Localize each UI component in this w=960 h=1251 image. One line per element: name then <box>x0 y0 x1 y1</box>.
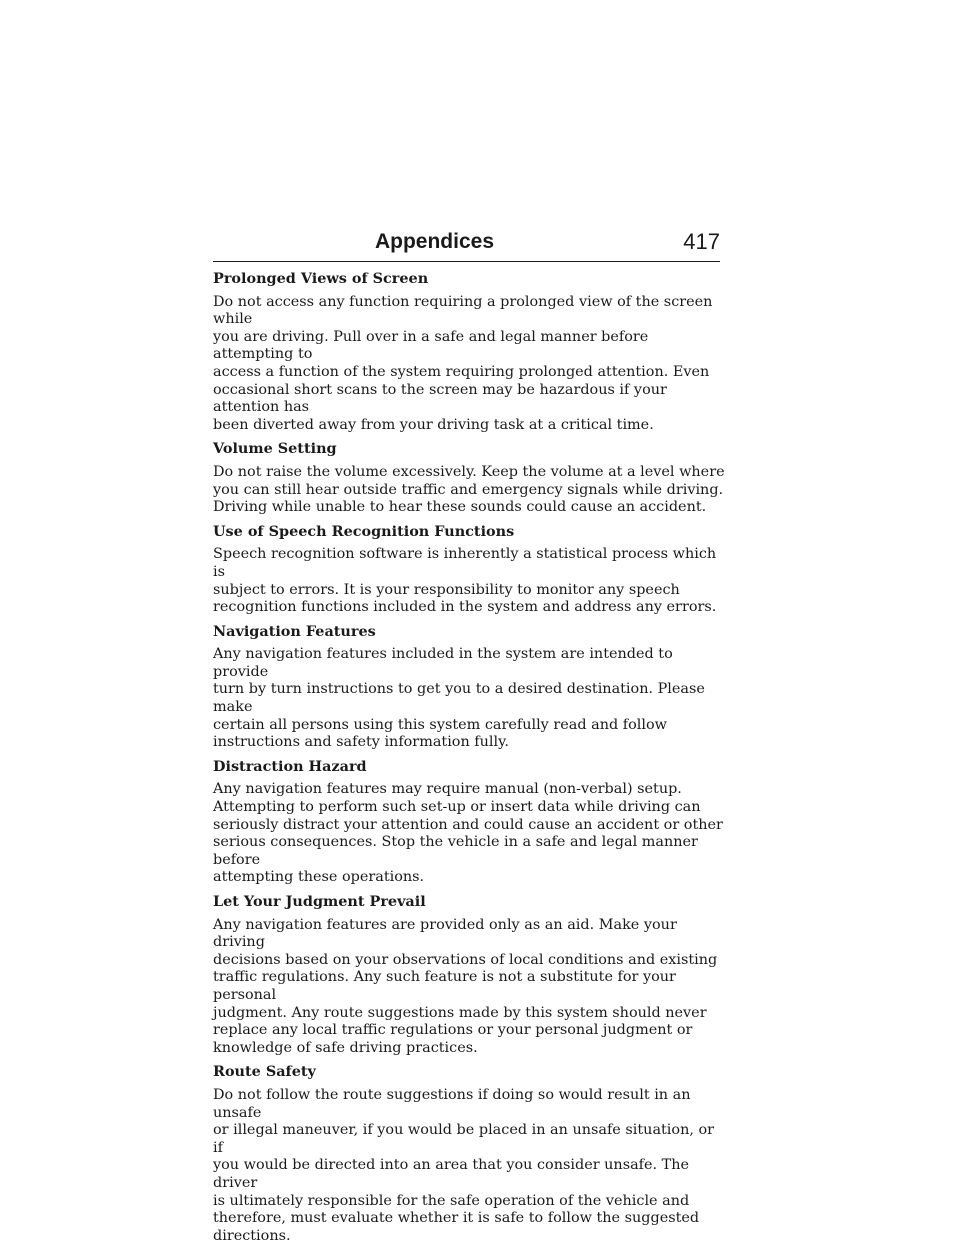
section-heading: Navigation Features <box>213 622 376 640</box>
section-body: Speech recognition software is inherently a statistical process which is subject to errors. It is your responsibility to monitor any speech recognition functions included in the system and address any errors. <box>213 546 717 616</box>
section-distraction-hazard <box>213 758 725 887</box>
section-heading: Use of Speech Recognition Functions <box>213 522 515 540</box>
section-title: Appendices <box>374 230 495 253</box>
section-heading: Distraction Hazard <box>213 757 367 775</box>
section-body: Any navigation features included in the system are intended to provide turn by turn instructions to get you to a desired destination. Please make certain all persons using this system carefully read and follow instructions and safety information fully. <box>213 646 705 751</box>
section-judgment-prevail <box>213 893 725 1057</box>
page-header <box>213 226 720 262</box>
section-volume-setting <box>213 440 725 516</box>
section-route-safety <box>213 1063 725 1245</box>
section-speech-recognition <box>213 523 725 617</box>
section-navigation-features <box>213 623 725 752</box>
section-body: Any navigation features are provided only as an aid. Make your driving decisions based on your observations of local conditions and existing traffic regulations. Any such feature is not a substitute for your personal judgment. Any route suggestions made by this system should never replace any local traffic regulations or your personal judgment or knowledge of safe driving practices. <box>213 916 718 1056</box>
section-heading: Let Your Judgment Prevail <box>213 893 426 910</box>
section-body: Do not access any function requiring a prolonged view of the screen while you are driving. Pull over in a safe and legal manner before attempting to access a function of the system requiring prolonged attention. Even occasional short scans to the screen may be hazardous if your attention has been diverted away from your driving task at a critical time. <box>213 293 713 433</box>
section-body: Do not follow the route suggestions if doing so would result in an unsafe or illegal maneuver, if you would be placed in an unsafe situation, or if you would be directed into an area that you consider unsafe. The driver is ultimately responsible for the safe operation of the vehicle and therefore, must evaluate whether it is safe to follow the suggested directions. <box>213 1086 715 1244</box>
section-prolonged-views <box>213 270 725 434</box>
page-content <box>213 270 725 1251</box>
section-body: Do not raise the volume excessively. Keep the volume at a level where you can still hear outside traffic and emergency signals while driving. Driving while unable to hear these sounds could cause an accident. <box>213 463 725 516</box>
page-number: 417 <box>683 229 720 254</box>
section-heading: Volume Setting <box>213 440 337 458</box>
section-heading: Route Safety <box>213 1063 316 1081</box>
section-body: Any navigation features may require manual (non-verbal) setup. Attempting to perform such set-up or insert data while driving can seriously distract your attention and could cause an accident or other serious consequences. Stop the vehicle in a safe and legal manner before attempting these operations. <box>213 781 723 886</box>
section-heading: Prolonged Views of Screen <box>213 270 429 287</box>
